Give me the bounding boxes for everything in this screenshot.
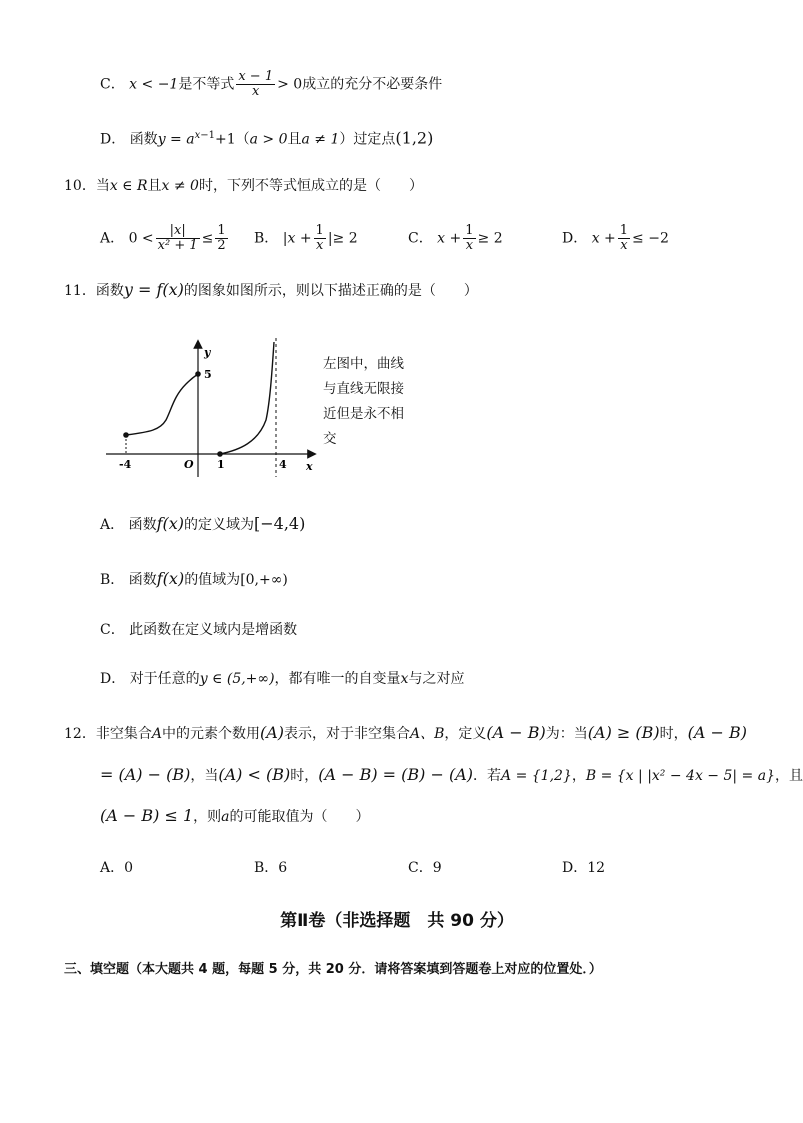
y-axis-label: y [204,346,211,359]
fraction [156,224,200,253]
option-label: A． [100,517,125,533]
math-expr: f(x) [156,569,185,588]
math-expr: |x + [282,230,312,247]
function-graph [100,332,320,482]
endpoint-right [217,451,223,457]
origin-label: O [184,458,194,471]
fraction-denominator: x [252,84,260,99]
fraction-denominator: x [316,238,324,253]
fraction-denominator: 2 [217,238,226,253]
math-expr: a ≠ 1 [301,131,340,148]
fraction-numerator: 1 [619,223,629,238]
option-label: D． [100,671,126,687]
option-text: 函数 [128,517,157,533]
option-label: C． [408,230,433,247]
math-expr: (A − B) ≤ 1 [100,806,194,825]
superscript: x [194,130,201,141]
fraction-numerator: |x| [156,224,200,239]
math-expr: (A − B) = (B) − (A) [318,765,474,784]
option-label: A． [100,230,125,247]
option-text: 对于任意的 [129,671,200,687]
option-text: 是不等式 [178,76,235,93]
math-expr: B = {x | |x² − 4x − 5| = a} [585,768,775,784]
curve-left [126,374,198,435]
question-text: 中的元素个数用 [161,726,260,742]
q11-option-c [100,619,297,641]
question-text: ，定义 [444,726,487,742]
math-expr: (1,2) [395,128,434,148]
q10-option-a [100,224,230,253]
question-text: ，且 [775,768,803,784]
q10-stem [64,175,423,197]
math-expr: A [151,726,162,742]
q11-option-d [100,668,464,690]
option-text: 且 [287,131,302,148]
math-expr: [0,+∞) [240,572,288,588]
fraction [215,224,227,253]
option-text: 与之对应 [408,671,465,687]
endpoint-top [195,371,201,377]
tick-label-5: 5 [204,368,212,381]
option-label: D． [100,131,126,148]
math-expr: y = a [157,131,195,148]
math-expr: x < −1 [129,76,179,93]
question-text: ， [571,768,586,784]
q12-option-b: B．6 [254,860,288,876]
tick-label-1: 1 [217,458,225,471]
fraction-numerator: 1 [465,223,474,238]
question-text: 11．函数 [64,283,124,299]
fraction [618,224,630,253]
q10-option-c [408,224,503,253]
question-text: 时，下列不等式恒成立的是（ ） [198,178,423,194]
question-text: 10．当 [64,178,110,194]
tick-label-neg4: -4 [119,458,132,471]
option-text: 函数 [128,572,157,588]
q12-stem-line2 [100,764,803,787]
q10-option-b [254,224,358,253]
question-text: ．若 [473,768,502,784]
math-expr: x + [437,230,462,247]
question-text: 时， [290,768,319,784]
option-label: C． [100,76,125,93]
section-iii-title: 三、填空题（本大题共 4 题，每题 5 分，共 20 分．请将答案填到答题卷上对应的位置处．） [64,962,602,977]
math-expr: ≤ [201,230,214,247]
superscript: −1 [200,130,215,141]
q9-option-d [100,125,433,151]
curve-right [220,342,274,454]
math-expr: a > 0 [249,131,288,148]
question-text: 时， [659,726,688,742]
math-expr: [−4,4) [254,514,306,533]
fraction-denominator: x [465,238,474,253]
option-text: ）过定点 [339,131,396,148]
fraction-numerator: 1 [315,223,324,238]
option-label: B． [100,572,125,588]
fraction-numerator: x − 1 [238,69,274,84]
math-expr: x ≠ 0 [161,178,199,194]
math-expr: |≥ 2 [327,230,358,247]
math-expr: ≥ 2 [477,230,503,247]
math-expr: x + [591,230,616,247]
question-text: 为：当 [545,726,588,742]
math-expr: > 0 [277,76,303,93]
q11-option-b [100,568,288,591]
math-expr: (A) ≥ (B) [587,723,660,742]
x-axis-label: x [306,460,313,473]
question-text: 的图象如图所示，则以下描述正确的是（ ） [183,283,478,299]
option-text: +1（ [214,131,250,148]
q12-option-d: D．12 [562,860,606,876]
endpoint-left [123,432,129,438]
math-expr: = (A) − (B) [100,765,191,784]
fraction-denominator: x² + 1 [157,238,198,253]
math-expr: x [400,671,409,687]
q12-option-a: A．0 [100,860,134,876]
option-text: 成立的充分不必要条件 [302,76,443,93]
math-expr: y = f(x) [123,280,184,299]
math-expr: y ∈ (5,+∞) [199,671,275,687]
math-expr: a [221,809,230,825]
q9-option-c [100,70,442,99]
math-expr: (A − B) [687,723,748,742]
math-expr: x ∈ R [109,178,148,194]
math-expr: 0 < [128,230,154,247]
option-label: B． [254,230,279,247]
question-text: 表示，对于非空集合 [284,726,410,742]
option-text: 的值域为 [184,572,241,588]
q12-stem-line1 [64,722,747,745]
math-expr: ≤ −2 [632,230,669,247]
q10-option-d [562,224,669,253]
fraction [236,70,275,99]
question-text: 的可能取值为（ ） [229,809,370,825]
option-label: D． [562,230,588,247]
tick-label-4: 4 [279,458,287,471]
q11-stem [64,279,478,302]
option-text: 此函数在定义域内是增函数 [129,622,298,638]
question-text: ，则 [193,809,222,825]
graph-note: 左图中，曲线与直线无限接近但是永不相交 [323,356,404,447]
q12-option-c: C．9 [408,860,442,876]
fraction-denominator: x [620,238,628,253]
math-expr: (A) [259,723,284,742]
math-expr: f(x) [156,514,185,533]
question-text: 12．非空集合 [64,726,152,742]
fraction-numerator: 1 [217,223,226,238]
math-expr: A = {1,2} [501,768,572,784]
fraction [463,224,475,253]
option-label: C． [100,622,125,638]
q11-option-a [100,513,305,536]
q12-stem-line3 [100,805,370,828]
question-text: 且 [147,178,162,194]
math-expr: (A) < (B) [218,765,291,784]
option-text: 的定义域为 [184,517,255,533]
option-text: 函数 [129,131,158,148]
section-ii-title: 第Ⅱ卷（非选择题 共 90 分） [280,911,514,931]
math-expr: A、B [410,726,445,742]
fraction [314,224,326,253]
question-text: ，当 [190,768,219,784]
math-expr: (A − B) [486,723,546,742]
option-text: ，都有唯一的自变量 [274,671,401,687]
